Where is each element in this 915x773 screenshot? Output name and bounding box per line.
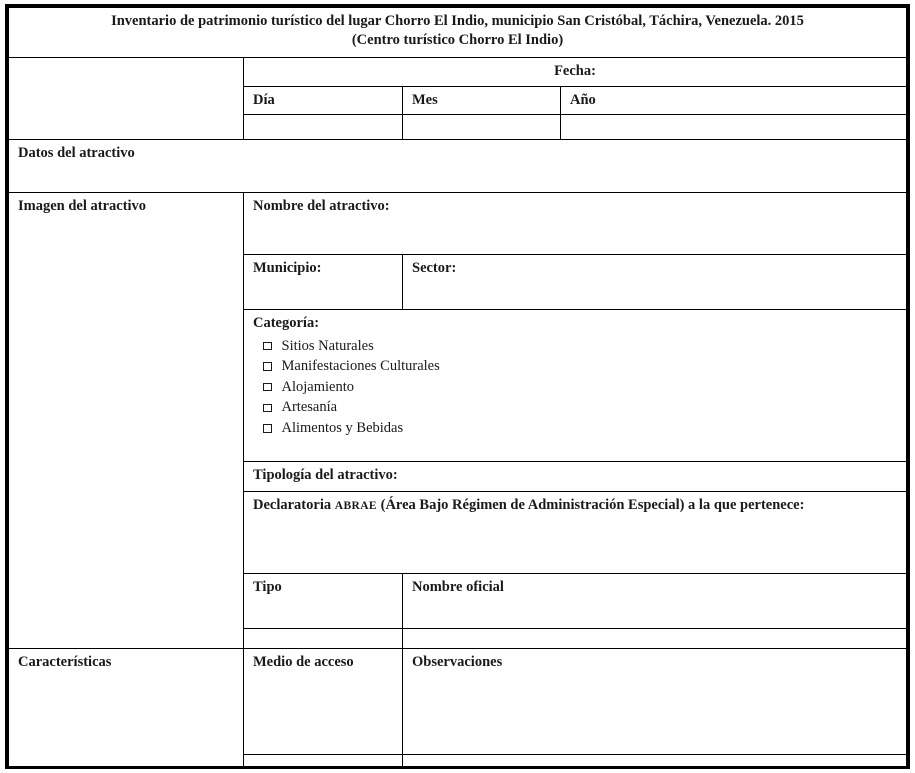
categoria-option-sitios-naturales[interactable] [253,336,897,357]
declaratoria-text-suffix: (Área Bajo Régimen de Administración Especial) a la que pertenece: [377,496,805,513]
section-datos-del-atractivo [9,139,907,192]
categoria-field [244,309,907,461]
tipo-header: Tipo [244,573,403,628]
checkbox-icon[interactable] [263,383,272,392]
imagen-del-atractivo-label: Imagen del atractivo [18,197,147,214]
ano-header: Año [561,87,907,115]
categoria-option-alimentos-y-bebidas[interactable] [253,418,897,439]
fecha-header: Fecha: [244,58,907,87]
categoria-option-manifestaciones-culturales[interactable] [253,356,897,377]
imagen-del-atractivo-cell[interactable] [9,192,244,648]
categoria-label: Categoría: [253,314,320,331]
medio-de-acceso-input-cell[interactable] [244,754,403,767]
tipologia-field[interactable] [244,461,907,491]
dia-header: Día [244,87,403,115]
checkbox-icon[interactable] [263,404,272,413]
caracteristicas-label: Características [18,653,112,670]
ano-input-cell[interactable] [561,114,907,139]
categoria-option-alojamiento[interactable] [253,377,897,398]
form-title-line1: Inventario de patrimonio turístico del lugar Chorro El Indio, municipio San Cristóbal, Táchira, Venezuela. 2015 [111,13,804,29]
option-label: Sitios Naturales [281,337,374,354]
form-title-line2: (Centro turístico Chorro El Indio) [351,31,564,48]
form-table [5,4,910,769]
option-label: Alojamiento [281,378,354,395]
declaratoria-label [253,497,804,513]
observaciones-header: Observaciones [403,648,907,754]
declaratoria-text-prefix: Declaratoria [253,496,335,513]
datos-del-atractivo-label: Datos del atractivo [18,144,135,161]
form-title [9,8,907,58]
categoria-option-artesania[interactable] [253,397,897,418]
dia-input-cell[interactable] [244,114,403,139]
option-label: Manifestaciones Culturales [281,358,440,375]
municipio-label: Municipio: [253,259,322,276]
mes-input-cell[interactable] [403,114,561,139]
nombre-oficial-header: Nombre oficial [403,573,907,628]
nombre-del-atractivo-label: Nombre del atractivo: [253,197,390,214]
nombre-oficial-input-cell[interactable] [403,628,907,648]
checkbox-icon[interactable] [263,342,272,351]
municipio-field[interactable] [244,254,403,309]
abrae-acronym: ABRAE [334,499,377,512]
observaciones-input-cell[interactable] [403,754,907,767]
tipologia-label: Tipología del atractivo: [253,466,398,483]
medio-de-acceso-header: Medio de acceso [244,648,403,754]
tipo-input-cell[interactable] [244,628,403,648]
caracteristicas-cell [9,648,244,767]
sector-label: Sector: [412,259,457,276]
mes-header: Mes [403,87,561,115]
declaratoria-field[interactable] [244,491,907,573]
nombre-del-atractivo-field[interactable] [244,192,907,254]
option-label: Alimentos y Bebidas [281,419,404,436]
option-label: Artesanía [281,399,338,416]
checkbox-icon[interactable] [263,362,272,371]
sector-field[interactable] [403,254,907,309]
checkbox-icon[interactable] [263,424,272,433]
top-left-blank-cell [9,58,244,140]
